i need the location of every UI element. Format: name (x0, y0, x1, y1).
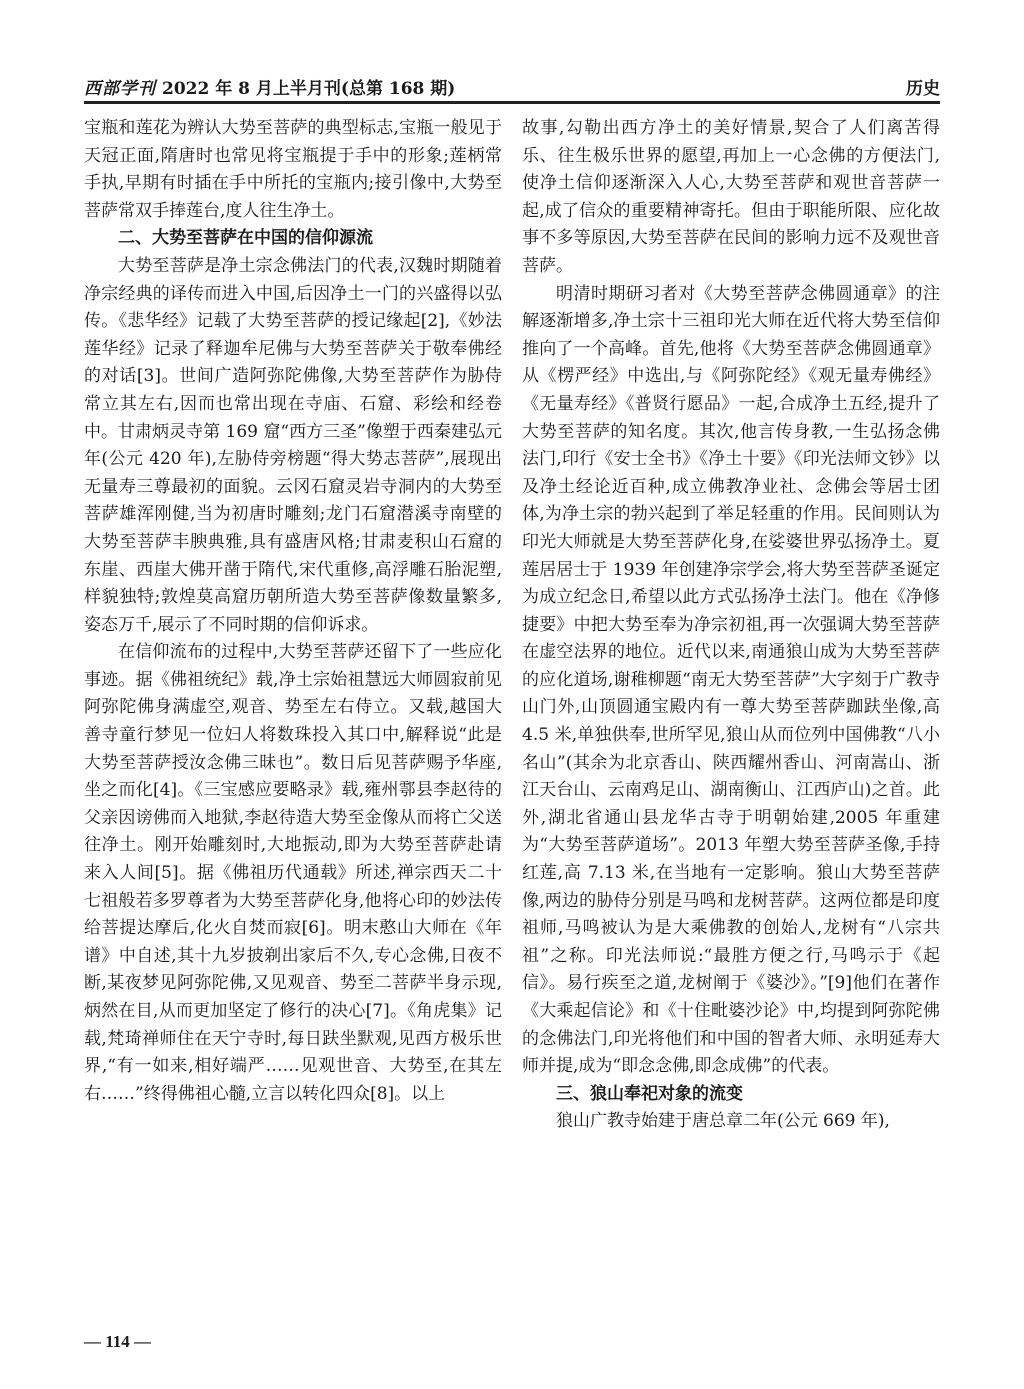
page-number: — 114 — (84, 1332, 152, 1351)
header-rule (84, 101, 940, 104)
paragraph: 明清时期研习者对《大势至菩萨念佛圆通章》的注解逐渐增多,净土宗十三祖印光大师在近代将大势至信仰推向了一个高峰。首先,他将《大势至菩萨念佛圆通章》从《楞严经》中选出,与《阿弥陀经》《观无量寿佛经》《无量寿经》《普贤行愿品》一起,合成净土五经,提升了大势至菩萨的知名度。其次,他言传身教,一生弘扬念佛法门,印行《安士全书》《净土十要》《印光法师文钞》以及净土经论近百种,成立佛教净业社、念佛会等居士团体,为净土宗的勃兴起到了举足轻重的作用。民间则认为印光大师就是大势至菩萨化身,在娑婆世界弘扬净土。夏莲居居士于 1939 年创建净宗学会,将大势至菩萨圣诞定为成立纪念日,希望以此方式弘扬净土法门。他在《净修捷要》中把大势至奉为净宗初祖,再一次强调大势至菩萨在虚空法界的地位。近代以来,南通狼山成为大势至菩萨的应化道场,谢稚柳题“南无大势至菩萨”大字刻于广教寺山门外,山顶圆通宝殿内有一尊大势至菩萨跏趺坐像,高 4.5 米,单独供奉,世所罕见,狼山从而位列中国佛教“八小名山”(其余为北京香山、陕西耀州香山、河南嵩山、浙江天台山、云南鸡足山、湖南衡山、江西庐山)之首。此外,湖北省通山县龙华古寺于明朝始建,2005 年重建为“大势至菩萨道场”。2013 年塑大势至菩萨圣像,手持红莲,高 7.13 米,在当地有一定影响。狼山大势至菩萨像,两边的胁侍分别是马鸣和龙树菩萨。这两位都是印度祖师,马鸣被认为是大乘佛教的创始人,龙树有“八宗共祖”之称。印光法师说:“最胜方便之行,马鸣示于《起信》。易行疾至之道,龙树阐于《婆沙》。”[9]他们在著作《大乘起信论》和《十住毗婆沙论》中,均提到阿弥陀佛的念佛法门,印光将他们和中国的智者大师、永明延寿大师并提,成为“即念念佛,即念成佛”的代表。 (522, 283, 940, 1077)
left-column (84, 115, 502, 1108)
paragraph: 故事,勾勒出西方净土的美好情景,契合了人们离苦得乐、往生极乐世界的愿望,再加上一心念佛的方便法门,使净土信仰逐渐深入人心,大势至菩萨和观世音菩萨一起,成了信众的重要精神寄托。但由于职能所限、应化故事不多等原因,大势至菩萨在民间的影响力远不及观世音菩萨。 (522, 118, 940, 276)
section-heading: 三、狼山奉祀对象的流变 (556, 1083, 743, 1104)
paragraph: 在信仰流布的过程中,大势至菩萨还留下了一些应化事迹。据《佛祖统纪》载,净土宗始祖慧远大师圆寂前见阿弥陀佛身满虚空,观音、势至左右侍立。又载,越国大善寺童行梦见一位妇人将数珠投入其口中,解释说“此是大势至菩萨授汝念佛三昧也”。数日后见菩萨赐予华座,坐之而化[4]。《三宝感应要略录》载,雍州鄠县李赵待的父亲因谤佛而入地狱,李赵待造大势至金像从而将亡父送往净土。刚开始雕刻时,大地振动,即为大势至菩萨赴请来入人间[5]。据《佛祖历代通载》所述,禅宗西天二十七祖般若多罗尊者为大势至菩萨化身,他将心印的妙法传给菩提达摩后,化火自焚而寂[6]。明末憨山大师在《年谱》中自述,其十九岁披剃出家后不久,专心念佛,日夜不断,某夜梦见阿弥陀佛,又见观音、势至二菩萨半身示现,炳然在目,从而更加坚定了修行的决心[7]。《角虎集》记载,梵琦禅师住在天宁寺时,每日趺坐默观,见西方极乐世界,“有一如来,相好端严……见观世音、大势至,在其左右……”终得佛祖心髓,立言以转化四众[8]。以上 (84, 642, 502, 1104)
paragraph: 宝瓶和莲花为辨认大势至菩萨的典型标志,宝瓶一般见于天冠正面,隋唐时也常见将宝瓶提于手中的形象;莲柄常手执,早期有时插在手中所托的宝瓶内;接引像中,大势至菩萨常双手捧莲台,度人往生净土。 (84, 118, 502, 221)
section-title: 历史 (906, 79, 940, 99)
right-column (522, 115, 940, 1136)
page-header (84, 70, 940, 104)
section-heading: 二、大势至菩萨在中国的信仰源流 (118, 228, 373, 249)
journal-logo: 西部学刊 (84, 79, 156, 99)
paragraph: 狼山广教寺始建于唐总章二年(公元 669 年), (556, 1111, 890, 1132)
paragraph: 大势至菩萨是净土宗念佛法门的代表,汉魏时期随着净宗经典的译传而进入中国,后因净土一门的兴盛得以弘传。《悲华经》记载了大势至菩萨的授记缘起[2],《妙法莲华经》记录了释迦牟尼佛与大势至菩萨关于敬奉佛经的对话[3]。世间广造阿弥陀佛像,大势至菩萨作为胁侍常立其左右,因而也常出现在寺庙、石窟、彩绘和经卷中。甘肃炳灵寺第 169 窟“西方三圣”像塑于西秦建弘元年(公元 420 年),左胁侍旁榜题“得大势志菩萨”,展现出无量寿三尊最初的面貌。云冈石窟灵岩寺洞内的大势至菩萨雄浑刚健,当为初唐时雕刻;龙门石窟潜溪寺南壁的大势至菩萨丰腴典雅,具有盛唐风格;甘肃麦积山石窟的东崖、西崖大佛开凿于隋代,宋代重修,高浮雕石胎泥塑,样貌独特;敦煌莫高窟历朝所造大势至菩萨像数量繁多,姿态万千,展示了不同时期的信仰诉求。 (84, 255, 502, 635)
issue-info: 2022 年 8 月上半月刊(总第 168 期) (162, 79, 456, 99)
